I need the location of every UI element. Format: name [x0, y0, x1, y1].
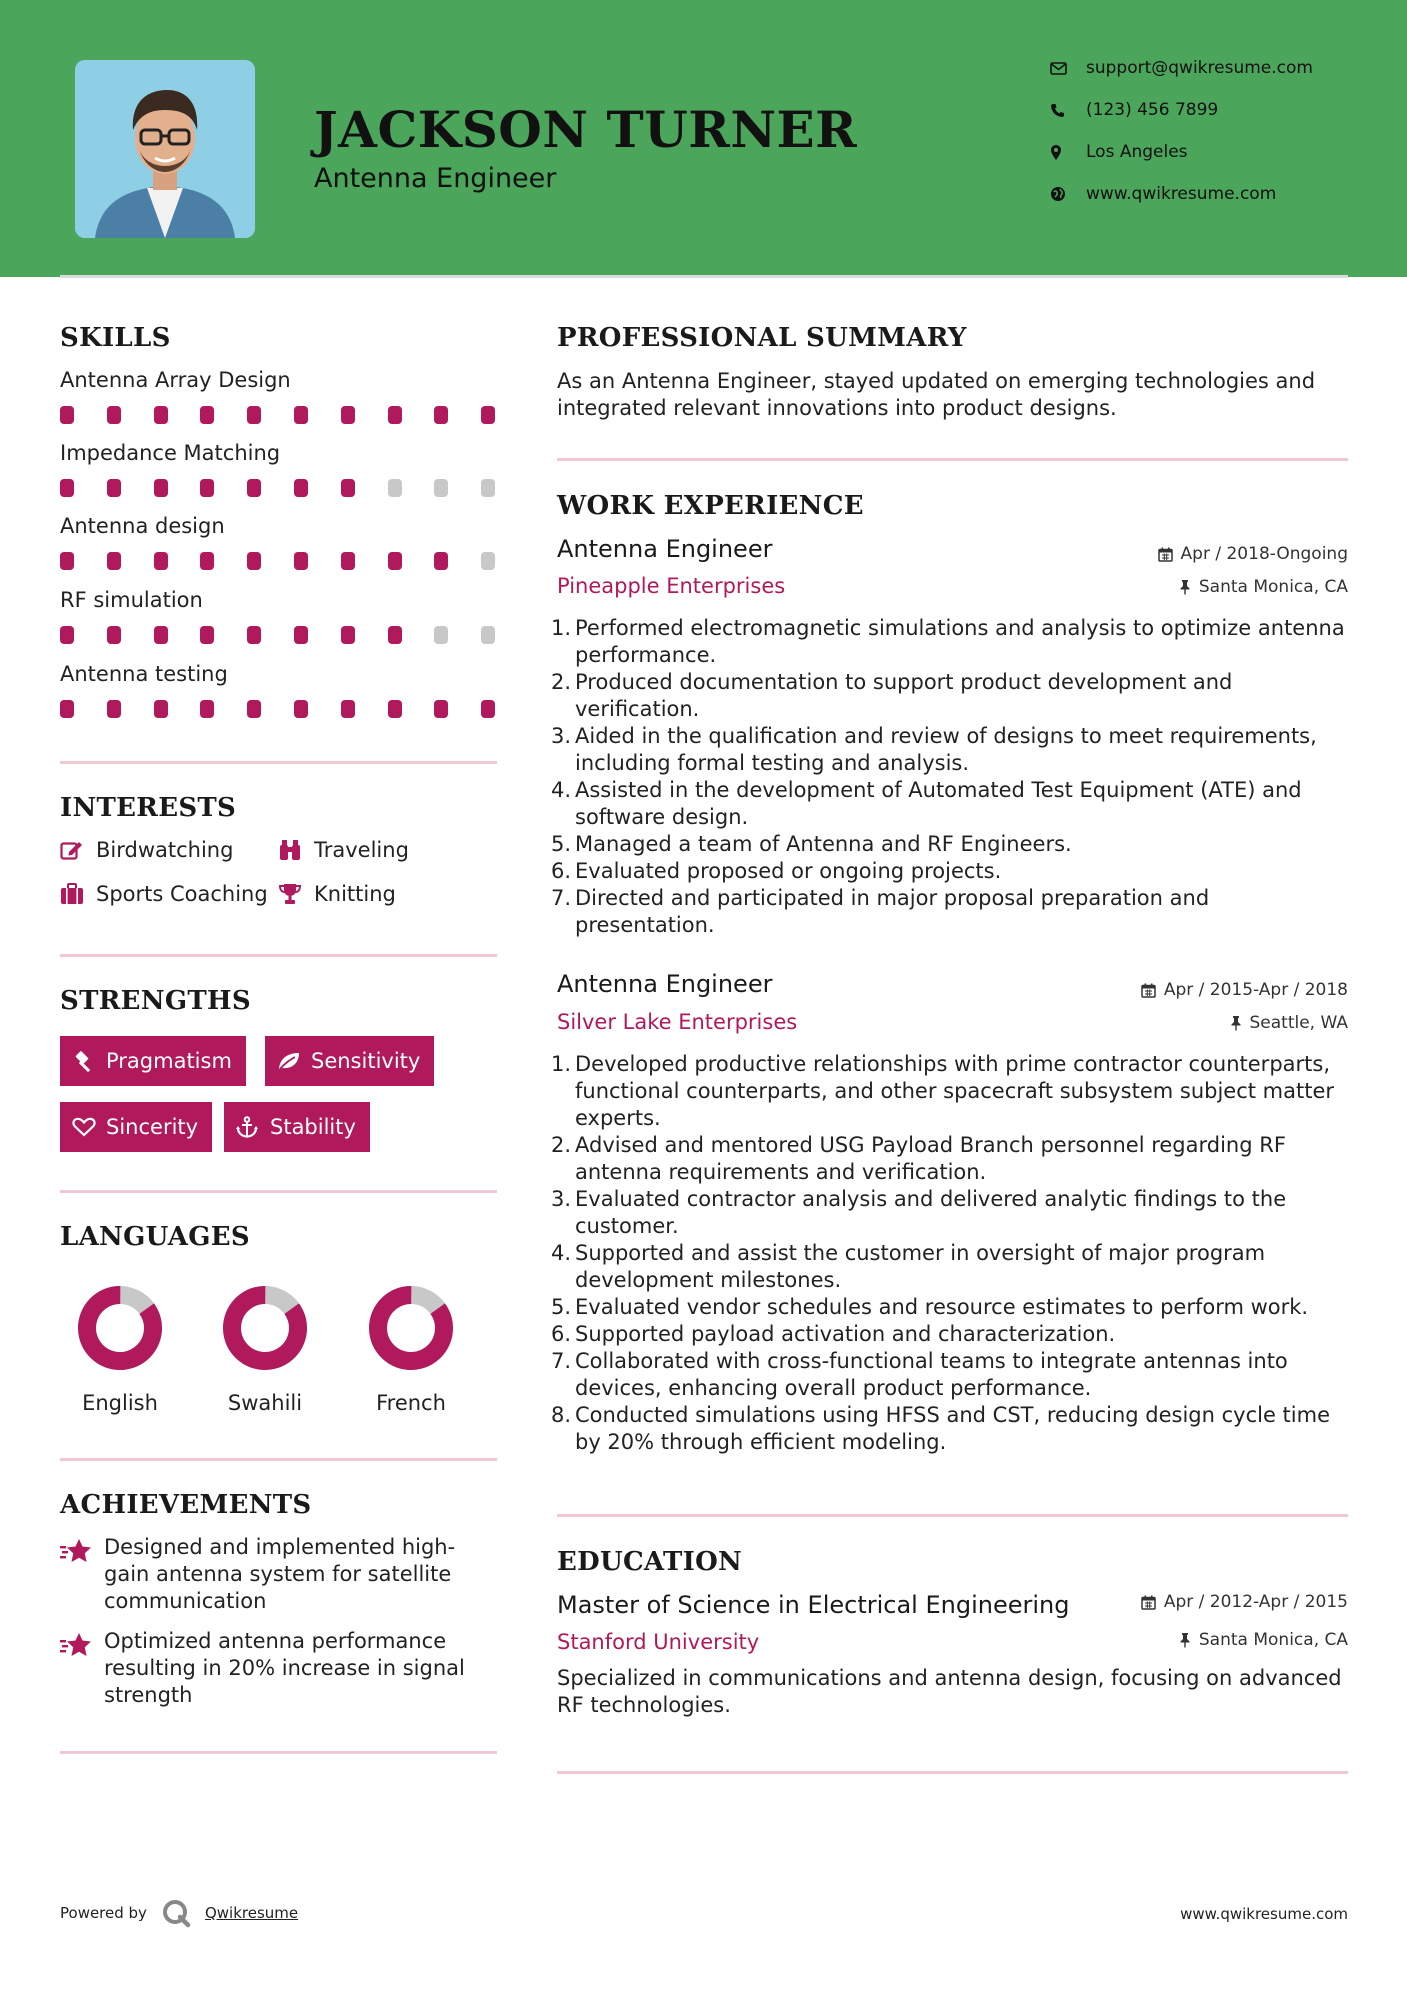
list-item: 5. Evaluated vendor schedules and resource estimates to perform work.: [551, 1295, 1309, 1319]
job-location: Seattle, WA: [1230, 1013, 1349, 1033]
contact-website[interactable]: www.qwikresume.com: [1050, 182, 1276, 206]
skill-dot-filled: [200, 552, 214, 570]
list-item: 7. Directed and participated in major proposal preparation and presentation.: [551, 886, 1210, 937]
education-dates: Apr / 2012-Apr / 2015: [1141, 1592, 1348, 1612]
skill-dot-filled: [247, 406, 261, 424]
heart-icon: [72, 1117, 106, 1137]
skill-dot-filled: [481, 700, 495, 718]
skill-dot-filled: [247, 479, 261, 497]
list-item: 1. Performed electromagnetic simulations and analysis to optimize antenna performance.: [551, 616, 1345, 667]
skill-dot-empty: [481, 626, 495, 644]
skill-dot-filled: [341, 552, 355, 570]
skill-rating: [60, 626, 497, 644]
strength-chip: Sincerity: [60, 1102, 212, 1152]
briefcase-icon: [60, 883, 96, 905]
education-location: Santa Monica, CA: [1179, 1630, 1348, 1650]
binoculars-icon: [278, 839, 314, 861]
summary-text: As an Antenna Engineer, stayed updated on emerging technologies and integrated relevant innovations into product designs.: [557, 369, 1316, 420]
strength-chip: Pragmatism: [60, 1036, 246, 1086]
skill-dot-filled: [294, 479, 308, 497]
skill-dot-empty: [481, 552, 495, 570]
skill-dot-filled: [200, 700, 214, 718]
skill-dot-filled: [388, 552, 402, 570]
gavel-icon: [72, 1050, 106, 1072]
skill-dot-filled: [60, 626, 74, 644]
job-duties: [551, 615, 1352, 939]
job-dates: Apr / 2015-Apr / 2018: [1141, 980, 1348, 1000]
qwikresume-link[interactable]: Qwikresume: [204, 1904, 299, 1922]
pushpin-icon: [1230, 1015, 1242, 1031]
skill-dot-filled: [200, 626, 214, 644]
summary-heading: PROFESSIONAL SUMMARY: [557, 323, 967, 353]
list-item: 2. Advised and mentored USG Payload Branch personnel regarding RF antenna requirements and verification.: [551, 1133, 1286, 1184]
pencil-square-icon: [60, 839, 96, 861]
calendar-icon: [1141, 983, 1156, 998]
strengths-heading: STRENGTHS: [60, 986, 251, 1016]
skill-dot-filled: [388, 406, 402, 424]
globe-icon: [1050, 186, 1086, 202]
star-icon: [60, 1534, 104, 1615]
achievements-heading: ACHIEVEMENTS: [60, 1490, 312, 1520]
section-divider: [60, 761, 497, 764]
section-divider: [60, 1751, 497, 1754]
skill-dot-filled: [60, 700, 74, 718]
language-ring-fill: [220, 1283, 310, 1373]
skill-dot-filled: [388, 700, 402, 718]
skill-dot-filled: [107, 626, 121, 644]
envelope-icon: [1050, 62, 1086, 75]
skill-dot-filled: [294, 406, 308, 424]
achievement-item: Designed and implemented high-gain antenna system for satellite communication: [60, 1534, 490, 1615]
skill-name: Impedance Matching: [60, 441, 281, 465]
calendar-icon: [1141, 1595, 1156, 1610]
qwikresume-logo-icon: [161, 1898, 191, 1928]
list-item: 4. Assisted in the development of Automated Test Equipment (ATE) and software design.: [551, 778, 1302, 829]
skill-dot-filled: [434, 552, 448, 570]
skill-dot-filled: [154, 406, 168, 424]
skill-rating: [60, 406, 497, 424]
strength-chip: Sensitivity: [265, 1036, 434, 1086]
skill-dot-filled: [388, 626, 402, 644]
candidate-name: JACKSON TURNER: [314, 100, 858, 159]
leaf-icon: [277, 1051, 311, 1071]
footer-powered-by: Powered by Qwikresume: [60, 1898, 298, 1928]
list-item: 3. Aided in the qualification and review of designs to meet requirements, including formal testing and analysis.: [551, 724, 1317, 775]
language-ring: [220, 1283, 310, 1373]
interests-heading: INTERESTS: [60, 793, 237, 823]
interest-item: Traveling: [278, 838, 409, 862]
list-item: 6. Evaluated proposed or ongoing projects.: [551, 859, 1002, 883]
skill-dot-filled: [341, 479, 355, 497]
skill-name: RF simulation: [60, 588, 203, 612]
skill-dot-filled: [481, 406, 495, 424]
education-heading: EDUCATION: [557, 1547, 743, 1577]
skill-dot-filled: [247, 626, 261, 644]
skill-dot-filled: [294, 626, 308, 644]
skill-dot-filled: [107, 700, 121, 718]
map-marker-icon: [1050, 144, 1086, 161]
job-location: Santa Monica, CA: [1179, 577, 1348, 597]
section-divider: [60, 1458, 497, 1461]
list-item: 3. Evaluated contractor analysis and delivered analytic findings to the customer.: [551, 1187, 1287, 1238]
header-banner: [0, 0, 1407, 277]
skill-dot-filled: [154, 552, 168, 570]
strength-chip: Stability: [224, 1102, 370, 1152]
school-name: Stanford University: [557, 1630, 760, 1654]
job-dates: Apr / 2018-Ongoing: [1158, 544, 1348, 564]
achievement-item: Optimized antenna performance resulting in 20% increase in signal strength: [60, 1628, 490, 1709]
skill-dot-filled: [154, 479, 168, 497]
skill-dot-empty: [481, 479, 495, 497]
list-item: 5. Managed a team of Antenna and RF Engineers.: [551, 832, 1072, 856]
skill-dot-filled: [200, 479, 214, 497]
list-item: 4. Supported and assist the customer in oversight of major program development milestones.: [551, 1241, 1266, 1292]
contact-email[interactable]: support@qwikresume.com: [1050, 56, 1313, 80]
experience-heading: WORK EXPERIENCE: [557, 491, 864, 521]
skill-dot-empty: [388, 479, 402, 497]
skill-dot-filled: [247, 700, 261, 718]
section-divider: [557, 458, 1348, 461]
job-title: Antenna Engineer: [557, 535, 773, 563]
language-item: [356, 1283, 466, 1415]
contact-phone[interactable]: (123) 456 7899: [1050, 98, 1218, 122]
anchor-icon: [236, 1116, 270, 1138]
interest-item: Sports Coaching: [60, 882, 268, 906]
list-item: 1. Developed productive relationships with prime contractor counterparts, functional counterparts, and other spacecraft subsystem subject matter experts.: [551, 1052, 1335, 1130]
section-divider: [60, 1190, 497, 1193]
pushpin-icon: [1179, 579, 1191, 595]
contact-location: Los Angeles: [1050, 140, 1188, 164]
profile-photo: [75, 60, 255, 238]
trophy-icon: [278, 883, 314, 905]
company-name: Silver Lake Enterprises: [557, 1010, 798, 1034]
skill-name: Antenna Array Design: [60, 368, 291, 392]
header-divider: [60, 275, 1348, 278]
section-divider: [60, 954, 497, 957]
list-item: 6. Supported payload activation and characterization.: [551, 1322, 1116, 1346]
calendar-icon: [1158, 547, 1173, 562]
skill-dot-filled: [60, 406, 74, 424]
interest-item: Knitting: [278, 882, 396, 906]
language-item: [210, 1283, 320, 1415]
avatar-illustration: [75, 60, 255, 238]
skill-dot-filled: [434, 406, 448, 424]
skill-rating: [60, 700, 497, 718]
language-ring-fill: [75, 1283, 165, 1373]
section-divider: [557, 1514, 1348, 1517]
pushpin-icon: [1179, 1632, 1191, 1648]
language-ring: [75, 1283, 165, 1373]
skill-dot-filled: [434, 700, 448, 718]
list-item: 2. Produced documentation to support product development and verification.: [551, 670, 1233, 721]
language-ring: [366, 1283, 456, 1373]
degree-title: Master of Science in Electrical Engineering: [557, 1591, 1070, 1619]
phone-icon: [1050, 103, 1086, 118]
skill-rating: [60, 552, 497, 570]
star-icon: [60, 1628, 104, 1709]
list-item: 8. Conducted simulations using HFSS and CST, reducing design cycle time by 20% through efficient modeling.: [551, 1403, 1331, 1454]
skill-dot-empty: [434, 479, 448, 497]
education-text: Specialized in communications and antenna design, focusing on advanced RF technologies.: [557, 1666, 1342, 1717]
section-divider: [557, 1771, 1348, 1774]
language-item: [65, 1283, 175, 1415]
footer-website-link[interactable]: www.qwikresume.com: [1180, 1905, 1348, 1923]
skill-dot-filled: [60, 479, 74, 497]
skill-dot-filled: [341, 406, 355, 424]
skills-heading: SKILLS: [60, 323, 171, 353]
skill-name: Antenna design: [60, 514, 225, 538]
skill-dot-filled: [154, 626, 168, 644]
skill-dot-filled: [294, 552, 308, 570]
skill-dot-filled: [341, 626, 355, 644]
language-name: English: [82, 1391, 158, 1415]
interest-item: Birdwatching: [60, 838, 233, 862]
skill-dot-filled: [341, 700, 355, 718]
skill-name: Antenna testing: [60, 662, 228, 686]
skill-dot-filled: [107, 406, 121, 424]
language-name: French: [376, 1391, 446, 1415]
job-title: Antenna Engineer: [557, 970, 773, 998]
list-item: 7. Collaborated with cross-functional teams to integrate antennas into devices, enhancing overall product performance.: [551, 1349, 1288, 1400]
skill-dot-filled: [294, 700, 308, 718]
skill-dot-filled: [247, 552, 261, 570]
candidate-title: Antenna Engineer: [314, 163, 557, 194]
company-name: Pineapple Enterprises: [557, 574, 786, 598]
skill-dot-filled: [154, 700, 168, 718]
skill-dot-filled: [107, 552, 121, 570]
skill-dot-filled: [60, 552, 74, 570]
job-duties: [551, 1051, 1352, 1456]
skill-dot-filled: [107, 479, 121, 497]
languages-heading: LANGUAGES: [60, 1222, 250, 1252]
language-ring-fill: [366, 1283, 456, 1373]
skill-dot-empty: [434, 626, 448, 644]
skill-rating: [60, 479, 497, 497]
language-name: Swahili: [227, 1391, 303, 1415]
skill-dot-filled: [200, 406, 214, 424]
